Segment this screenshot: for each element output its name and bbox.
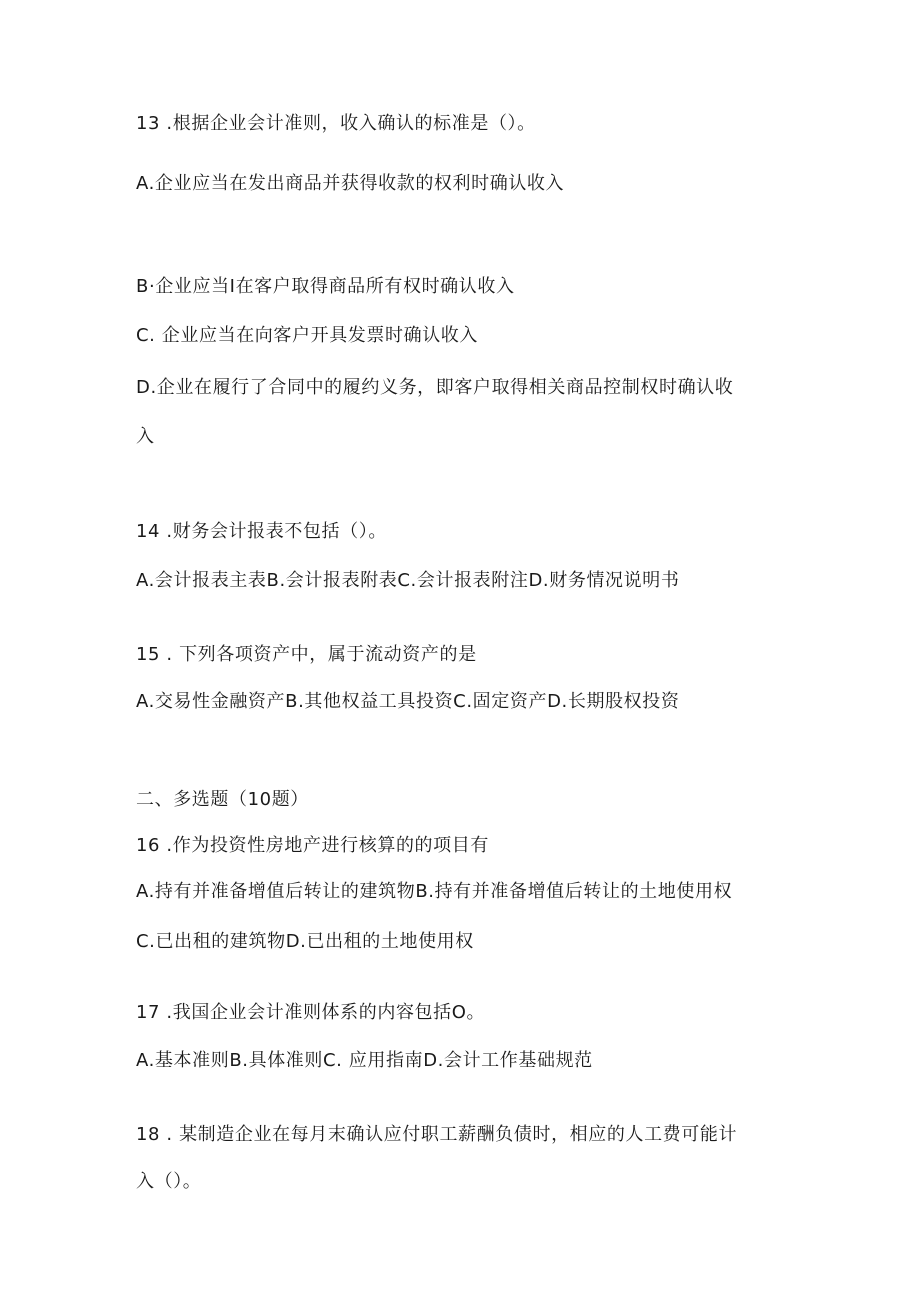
question-13-option-c: C. 企业应当在向客户开具发票时确认收入 <box>136 325 479 346</box>
question-17-stem: 17 .我国企业会计准则体系的内容包括O。 <box>136 1002 486 1023</box>
question-15-options: A.交易性金融资产B.其他权益工具投资C.固定资产D.长期股权投资 <box>136 691 680 712</box>
question-13-option-d: D.企业在履行了合同中的履约义务，即客户取得相关商品控制权时确认收 <box>136 377 734 398</box>
question-13-option-d-continued: 入 <box>136 426 155 447</box>
question-18-stem: 18 . 某制造企业在每月末确认应付职工薪酬负债时，相应的人工费可能计 <box>136 1124 738 1145</box>
question-16-options-cd: C.已出租的建筑物D.已出租的土地使用权 <box>136 931 474 952</box>
question-14-stem: 14 .财务会计报表不包括（）。 <box>136 521 387 542</box>
question-15-stem: 15 . 下列各项资产中，属于流动资产的是 <box>136 644 477 665</box>
question-13-option-a: A.企业应当在发出商品并获得收款的权利时确认收入 <box>136 173 565 194</box>
question-13-stem: 13 .根据企业会计准则，收入确认的标准是（）。 <box>136 113 536 134</box>
question-16-options-ab: A.持有并准备增值后转让的建筑物B.持有并准备增值后转让的土地使用权 <box>136 881 733 902</box>
question-18-stem-continued: 入（）。 <box>136 1171 202 1192</box>
question-13-option-b: B·企业应当I在客户取得商品所有权时确认收入 <box>136 276 515 297</box>
question-17-options: A.基本准则B.具体准则C. 应用指南D.会计工作基础规范 <box>136 1050 593 1071</box>
section-heading-multiple-choice: 二、多选题（10题） <box>136 789 309 810</box>
question-16-stem: 16 .作为投资性房地产进行核算的的项目有 <box>136 835 489 856</box>
question-14-options: A.会计报表主表B.会计报表附表C.会计报表附注D.财务情况说明书 <box>136 570 680 591</box>
